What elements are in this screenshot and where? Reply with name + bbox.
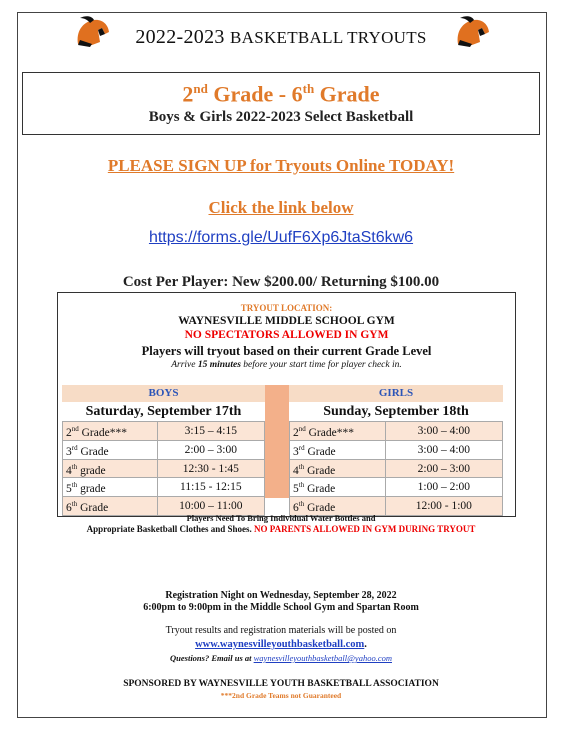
schedule-divider (265, 385, 289, 498)
grade-range (23, 81, 539, 107)
grade-word: Grade (304, 464, 336, 477)
grade-number: 3 (293, 445, 299, 458)
tryout-location-box (57, 292, 516, 517)
no-spectators-notice: NO SPECTATORS ALLOWED IN GYM (184, 329, 389, 341)
grade-suffix: rd (298, 443, 305, 452)
grade-suffix: th (298, 481, 305, 490)
title-year: 2022-2023 (135, 26, 225, 48)
grade-number: 4 (293, 464, 299, 477)
boys-column-header: BOYS (62, 385, 265, 402)
boys-schedule-row (63, 422, 265, 441)
grade-suffix: nd (71, 425, 79, 433)
grade-number: 6 (66, 502, 72, 515)
time-cell: 3:00 – 4:00 (385, 440, 502, 459)
grade-suffix: th (71, 500, 78, 509)
grade-start-sup: nd (193, 81, 208, 96)
website-period: . (364, 639, 367, 650)
location-venue: WAYNESVILLE MIDDLE SCHOOL GYM (178, 315, 395, 327)
grade-number: 6 (293, 502, 299, 515)
grade-suffix: rd (71, 443, 78, 452)
grade-start-num: 2 (182, 81, 194, 107)
clothes-note (0, 524, 562, 534)
boys-schedule-row (63, 478, 265, 497)
grade-cell (290, 478, 386, 497)
grade-number: 4 (66, 464, 72, 477)
grade-number: 2 (66, 426, 72, 439)
grade-number: 3 (66, 445, 72, 458)
cost-per-player: Cost Per Player: New $200.00/ Returning $100.00 (122, 274, 440, 290)
questions-line (0, 653, 562, 663)
boys-schedule-row (63, 459, 265, 478)
grade-range-box (22, 72, 540, 135)
grade-word: Grade (304, 483, 336, 496)
arrival-pre: Arrive (171, 360, 196, 370)
registration-date: Registration Night on Wednesday, September 28, 2022 (165, 590, 397, 601)
results-posted-note: Tryout results and registration materials will be posted on (165, 625, 397, 636)
grade-word: Grade (304, 445, 336, 458)
grade-number: 5 (293, 483, 299, 496)
website-line (0, 639, 562, 650)
grade-word: Grade*** (305, 426, 354, 439)
grade-separator: - (278, 81, 287, 107)
grade-cell (63, 459, 158, 478)
program-subtitle: Boys & Girls 2022-2023 Select Basketball (148, 109, 414, 126)
grade-number: 2 (293, 426, 299, 439)
time-cell: 1:00 – 2:00 (385, 478, 502, 497)
clothes-note-text: Appropriate Basketball Clothes and Shoes. (86, 524, 252, 534)
girls-schedule-row (290, 422, 503, 441)
grade-word: grade (77, 483, 106, 496)
grade-suffix: th (298, 462, 305, 471)
time-cell: 2:00 – 3:00 (385, 459, 502, 478)
questions-label: Questions? Email us at (170, 653, 252, 663)
email-link[interactable]: waynesvilleyouthbasketball@yahoo.com (253, 653, 392, 663)
grade-suffix: nd (298, 425, 306, 433)
signup-callout: PLEASE SIGN UP for Tryouts Online TODAY! (107, 156, 455, 175)
sponsor-line: SPONSORED BY WAYNESVILLE YOUTH BASKETBALL ASSOCIATION (123, 679, 439, 689)
grade-level-notice: Players will tryout based on their current Grade Level (141, 344, 432, 358)
time-cell: 3:15 – 4:15 (157, 422, 264, 441)
time-cell: 12:00 - 1:00 (385, 497, 502, 516)
grade-end-sup: th (302, 81, 315, 96)
time-cell: 10:00 – 11:00 (157, 497, 264, 516)
time-cell: 3:00 – 4:00 (385, 422, 502, 441)
no-parents-notice: NO PARENTS ALLOWED IN GYM DURING TRYOUT (254, 524, 476, 534)
grade-cell (290, 440, 386, 459)
grade-cell (63, 478, 158, 497)
grade-word: Grade (77, 502, 109, 515)
boys-schedule-row (63, 440, 265, 459)
tryout-schedule (62, 385, 502, 515)
time-cell: 12:30 - 1:45 (157, 459, 264, 478)
grade-suffix: th (298, 500, 305, 509)
grade-cell (290, 459, 386, 478)
grade-word: Grade (77, 445, 109, 458)
water-bottle-note: Players Need To Bring Individual Water Bottles and (186, 513, 376, 523)
time-cell: 2:00 – 3:00 (157, 440, 264, 459)
click-link-callout: Click the link below (208, 198, 354, 217)
girls-column-header: GIRLS (289, 385, 503, 402)
arrival-minutes: 15 minutes (197, 360, 241, 370)
grade-end-num: 6 (291, 81, 303, 107)
girls-schedule-table (289, 421, 503, 516)
grade-suffix: th (71, 462, 78, 471)
grade-end-word: Grade (319, 81, 380, 107)
grade-cell (63, 440, 158, 459)
grade-cell (290, 422, 386, 441)
time-cell: 11:15 - 12:15 (157, 478, 264, 497)
girls-schedule-row (290, 459, 503, 478)
grade-word: Grade (304, 502, 336, 515)
signup-form-link[interactable]: https://forms.gle/UufF6Xp6JtaSt6kw6 (148, 229, 414, 246)
grade-number: 5 (66, 483, 72, 496)
grade-suffix: th (71, 481, 78, 490)
location-label: TRYOUT LOCATION: (240, 303, 333, 313)
title-text: BASKETBALL TRYOUTS (230, 28, 427, 47)
grade-start-word: Grade (213, 81, 274, 107)
girls-day: Sunday, September 18th (323, 404, 469, 419)
arrival-notice (58, 360, 515, 370)
registration-time-place: 6:00pm to 9:00pm in the Middle School Gym and Spartan Room (143, 602, 419, 613)
boys-day: Saturday, September 17th (85, 404, 242, 419)
arrival-post: before your start time for player check in. (243, 360, 402, 370)
girls-schedule-row (290, 440, 503, 459)
girls-schedule-row (290, 478, 503, 497)
grade-word: grade (77, 464, 106, 477)
website-link[interactable]: www.waynesvilleyouthbasketball.com (195, 639, 365, 650)
page-title (0, 26, 562, 49)
grade-word: Grade*** (78, 426, 127, 439)
boys-schedule-table (62, 421, 265, 516)
grade-cell (63, 422, 158, 441)
grade-disclaimer: ***2nd Grade Teams not Guaranteed (220, 691, 342, 700)
